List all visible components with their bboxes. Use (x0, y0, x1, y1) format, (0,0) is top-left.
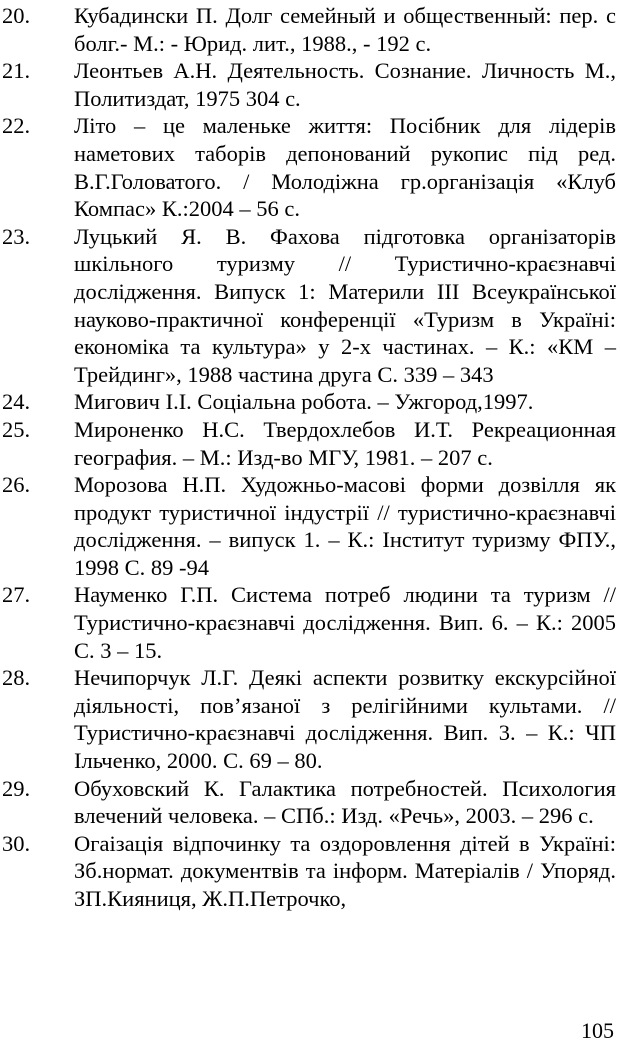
reference-text: Мигович І.І. Соціальна робота. – Ужгород,1997. (74, 389, 534, 415)
reference-number: 24. (2, 389, 31, 415)
reference-item (0, 2, 620, 57)
reference-number: 27. (2, 582, 31, 608)
reference-number: 21. (2, 58, 31, 84)
reference-text: Огаізація відпочинку та оздоровлення дітей в Україні: Зб.нормат. документвів та інформ. Матеріалів / Упоряд. ЗП.Кияниця, Ж.П.Петрочко, (74, 830, 616, 911)
reference-item (0, 830, 620, 913)
reference-text: Луцький Я. В. Фахова підготовка організаторів шкільного туризму // Туристично-краєзнавчі дослідження. Випуск 1: Материли ІІІ Всеукраїнської науково-практичної конференції «Туризм в Україні: економіка та культура» у 2-х частинах. – К.: «КМ – Трейдинг», 1988 частина друга С. 339 – 343 (74, 223, 616, 387)
reference-item (0, 112, 620, 222)
reference-text: Обуховский К. Галактика потребностей. Психология влечений человека. – СПб.: Изд. «Речь», 2003. – 296 с. (74, 775, 616, 829)
reference-text: Леонтьев А.Н. Деятельность. Сознание. Личность М., Политиздат, 1975 304 с. (74, 58, 616, 111)
reference-number: 22. (2, 113, 31, 139)
reference-number: 26. (2, 472, 31, 498)
reference-number: 25. (2, 416, 31, 442)
reference-text: Нечипорчук Л.Г. Деякі аспекти розвитку екскурсійної діяльності, пов’язаної з релігійними культами. // Туристично-краєзнавчі дослідження. Вип. 3. – К.: ЧП Ільченко, 2000. С. 69 – 80. (74, 665, 616, 774)
reference-item (0, 664, 620, 774)
reference-text: Морозова Н.П. Художньо-масові форми дозвілля як продукт туристичної індустрії // туристично-краєзнавчі дослідження. – випуск 1. – К.: Інститут туризму ФПУ., 1998 С. 89 -94 (74, 472, 616, 580)
reference-item (0, 471, 620, 581)
reference-number: 29. (2, 775, 31, 801)
page-number: 105 (581, 1018, 614, 1043)
reference-number: 30. (2, 830, 31, 856)
reference-item (0, 57, 620, 112)
reference-item (0, 775, 620, 830)
reference-number: 20. (2, 3, 31, 28)
reference-text: Мироненко Н.С. Твердохлебов И.Т. Рекреационная география. – М.: Изд-во МГУ, 1981. – 207 с. (74, 416, 616, 470)
reference-number: 28. (2, 665, 31, 691)
reference-number: 23. (2, 223, 31, 249)
reference-item (0, 388, 620, 416)
reference-item (0, 416, 620, 471)
reference-item (0, 223, 620, 389)
reference-item (0, 581, 620, 664)
reference-text: Кубадински П. Долг семейный и общественный: пер. с болг.- М.: - Юрид. лит., 1988., - 192 с. (74, 3, 616, 56)
reference-text: Літо – це маленьке життя: Посібник для лідерів наметових таборів депонований рукопис під ред. В.Г.Головатого. / Молодіжна гр.організація «Клуб Компас» К.:2004 – 56 с. (74, 113, 616, 222)
reference-text: Науменко Г.П. Система потреб людини та туризм // Туристично-краєзнавчі дослідження. Вип. 6. – К.: 2005 С. 3 – 15. (74, 582, 616, 663)
reference-list (0, 2, 620, 913)
